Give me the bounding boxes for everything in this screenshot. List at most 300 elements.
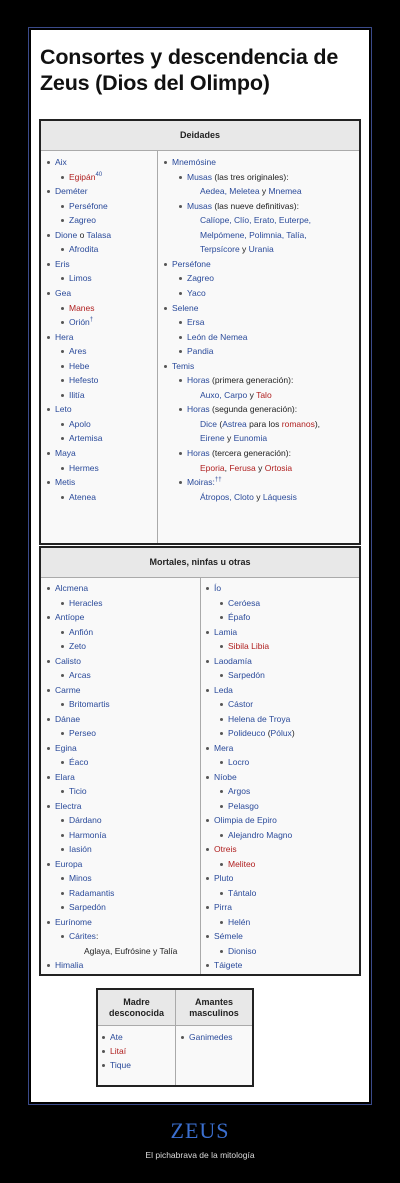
list-item	[187, 346, 213, 357]
item-link[interactable]: Ate	[110, 1032, 123, 1042]
bullet-icon	[61, 848, 64, 851]
list-item	[55, 960, 83, 971]
item-link[interactable]: Urania	[248, 244, 274, 255]
list-item	[69, 375, 98, 386]
item-link[interactable]: Zeto	[69, 641, 87, 651]
bullet-icon	[179, 452, 182, 455]
item-link[interactable]: Heracles	[69, 597, 103, 608]
bullet-icon	[102, 1064, 105, 1067]
bullet-icon	[179, 176, 182, 179]
item-link[interactable]: Horas	[187, 404, 210, 415]
bullet-icon	[220, 892, 223, 895]
bullet-icon	[220, 863, 223, 866]
list-item	[69, 201, 108, 212]
bullet-icon	[220, 645, 223, 648]
item-text: (	[265, 728, 271, 738]
list-item	[69, 815, 102, 826]
deidades-right-column	[158, 150, 358, 543]
bullet-icon	[206, 964, 209, 967]
item-link[interactable]: Zagreo	[69, 215, 96, 226]
bullet-icon	[47, 616, 50, 619]
item-link[interactable]: Hermes	[69, 462, 99, 473]
list-item	[69, 873, 92, 884]
list-item	[55, 801, 81, 812]
item-link[interactable]: Sarpedón	[69, 902, 106, 912]
list-item	[187, 317, 204, 328]
item-link[interactable]: Pirra	[214, 902, 232, 912]
mortales-right-column	[201, 577, 359, 974]
item-text: y	[224, 433, 234, 444]
bullet-icon	[61, 790, 64, 793]
item-link[interactable]: romanos	[281, 418, 315, 429]
list-item	[69, 598, 103, 609]
bullet-icon	[47, 805, 50, 808]
item-link[interactable]: Helena de Troya	[228, 713, 291, 724]
list-item	[200, 433, 267, 444]
item-link[interactable]: Ersa	[187, 317, 205, 328]
list-item	[228, 670, 265, 681]
item-text: y	[239, 244, 249, 255]
list-item	[69, 303, 95, 314]
poster-card	[31, 30, 369, 1102]
item-link[interactable]: Eurínome	[55, 916, 92, 927]
bullet-icon	[47, 292, 50, 295]
bullet-icon	[206, 877, 209, 880]
bullet-icon	[179, 205, 182, 208]
bullet-icon	[47, 964, 50, 967]
bullet-icon	[61, 307, 64, 310]
list-item	[69, 433, 103, 444]
item-link[interactable]: Polideuco	[228, 728, 266, 738]
item-link[interactable]: Sémele	[214, 931, 243, 941]
list-item	[187, 172, 289, 183]
bullet-icon	[220, 674, 223, 677]
bullet-icon	[61, 350, 64, 353]
item-link[interactable]: Carme	[55, 684, 81, 695]
bullet-icon	[47, 921, 50, 924]
bullet-icon	[206, 747, 209, 750]
item-link[interactable]: Elara	[55, 771, 75, 782]
list-item	[55, 859, 82, 870]
bullet-icon	[47, 336, 50, 339]
list-item	[69, 931, 98, 942]
item-link[interactable]: Pluto	[214, 873, 234, 883]
list-item	[187, 273, 214, 284]
list-item	[228, 830, 292, 841]
bullet-icon	[164, 307, 167, 310]
item-link[interactable]: Egipán	[69, 171, 96, 182]
bullet-icon	[206, 587, 209, 590]
bullet-icon	[47, 481, 50, 484]
item-link[interactable]: Eunomia	[233, 433, 268, 444]
item-link[interactable]: Yaco	[187, 287, 206, 298]
item-link[interactable]: Musas	[187, 200, 213, 211]
page-title: Consortes y descendencia de Zeus (Dios del Olimpo)	[40, 45, 339, 95]
bullet-icon	[61, 176, 64, 179]
item-link[interactable]: Ganimedes	[189, 1032, 233, 1042]
list-item	[69, 699, 110, 710]
list-item	[69, 215, 96, 226]
item-link[interactable]: Hefesto	[69, 375, 99, 386]
item-link[interactable]: Alejandro Magno	[228, 829, 293, 840]
bullet-icon	[61, 423, 64, 426]
list-item	[55, 743, 77, 754]
item-link[interactable]: Ortosia	[264, 462, 293, 473]
item-link[interactable]: Gea	[55, 287, 72, 298]
item-link[interactable]: Auxo, Carpo	[200, 389, 248, 400]
small-table-header-left: Madre desconocida	[98, 990, 175, 1026]
bullet-icon	[47, 234, 50, 237]
list-item	[55, 917, 92, 928]
item-link[interactable]: Aedea, Meletea	[200, 186, 260, 197]
item-link[interactable]: Orión	[69, 317, 90, 328]
list-item	[228, 801, 259, 812]
item-link[interactable]: Atenea	[69, 491, 96, 502]
item-text: (segunda generación):	[209, 404, 298, 415]
mortales-header: Mortales, ninfas u otras	[41, 548, 359, 578]
item-link[interactable]: Electra	[55, 800, 82, 811]
item-text: (las tres originales):	[212, 171, 289, 182]
item-link[interactable]: Ceróesa	[228, 597, 261, 608]
list-item	[69, 463, 99, 474]
item-link[interactable]: Iasión	[69, 844, 92, 854]
footnote-marker[interactable]: 40	[95, 171, 103, 178]
item-link[interactable]: Éaco	[69, 757, 89, 767]
item-link[interactable]: Olimpia de Epiro	[214, 815, 277, 825]
item-text: (tercera generación):	[209, 448, 291, 458]
bullet-icon	[61, 602, 64, 605]
bullet-icon	[206, 776, 209, 779]
footer-title: ZEUS	[170, 1118, 230, 1143]
list-item	[228, 612, 250, 623]
bullet-icon	[220, 703, 223, 706]
deidades-table	[39, 119, 361, 545]
item-link[interactable]: Cástor	[228, 699, 254, 709]
item-link[interactable]: Leda	[214, 684, 233, 695]
bullet-icon	[47, 747, 50, 750]
item-link[interactable]: Calíope, Clío, Erato, Euterpe,	[200, 215, 312, 226]
list-item	[110, 1060, 131, 1071]
item-link[interactable]: Alcmena	[55, 583, 89, 593]
list-item	[55, 656, 81, 667]
item-link[interactable]: Maya	[55, 448, 76, 458]
item-link[interactable]: Sibila Libia	[228, 641, 270, 651]
bullet-icon	[220, 718, 223, 721]
item-link[interactable]: Terpsícore	[200, 244, 240, 255]
list-item	[55, 772, 75, 783]
item-link[interactable]: Pandia	[187, 346, 214, 357]
bullet-icon	[220, 950, 223, 953]
list-item	[69, 244, 98, 255]
list-item	[200, 419, 320, 430]
list-item	[214, 685, 233, 696]
bullet-icon	[47, 161, 50, 164]
list-item	[69, 757, 88, 768]
item-link[interactable]: Eporia	[200, 462, 225, 473]
item-link[interactable]: Apolo	[69, 418, 91, 429]
list-item	[172, 361, 194, 372]
list-item	[200, 230, 307, 241]
list-item	[55, 157, 67, 168]
item-link[interactable]: Mera	[214, 742, 234, 753]
bullet-icon	[220, 761, 223, 764]
bullet-icon	[47, 190, 50, 193]
item-link[interactable]: Dione	[55, 229, 78, 240]
mortales-table	[39, 546, 361, 976]
bullet-icon	[61, 674, 64, 677]
item-link[interactable]: Tántalo	[228, 887, 257, 898]
bullet-icon	[61, 935, 64, 938]
list-item	[55, 288, 71, 299]
list-item	[69, 844, 92, 855]
small-left-column	[98, 1026, 175, 1085]
item-text: y	[259, 186, 269, 197]
item-link[interactable]: Artemisa	[69, 433, 103, 444]
item-link[interactable]: Europa	[55, 858, 83, 869]
item-link[interactable]: Melpómene, Polimnia, Talía,	[200, 229, 307, 240]
bullet-icon	[206, 935, 209, 938]
list-item	[69, 786, 87, 797]
item-text: y	[247, 389, 257, 400]
list-item	[228, 757, 249, 768]
list-item	[200, 215, 311, 226]
list-item	[69, 627, 93, 638]
item-link[interactable]: Dánae	[55, 713, 81, 724]
small-table-header-right: Amantes masculinos	[176, 990, 252, 1026]
item-link[interactable]: Pólux	[270, 728, 292, 738]
bullet-icon	[179, 292, 182, 295]
list-item	[187, 332, 248, 343]
bullet-icon	[61, 321, 64, 324]
bullet-icon	[61, 248, 64, 251]
item-link[interactable]: Litaí	[110, 1046, 127, 1056]
item-link[interactable]: Selene	[172, 302, 199, 313]
item-link[interactable]: Minos	[69, 873, 92, 883]
bullet-icon	[220, 834, 223, 837]
item-link[interactable]: Ilitía	[69, 389, 85, 400]
list-item	[228, 714, 290, 725]
bullet-icon	[61, 732, 64, 735]
item-link[interactable]: Britomartis	[69, 699, 110, 709]
bullet-icon	[206, 631, 209, 634]
list-item	[69, 830, 106, 841]
item-link[interactable]: Temis	[172, 360, 195, 371]
bullet-icon	[47, 452, 50, 455]
list-item	[55, 448, 76, 459]
item-link[interactable]: Musas	[187, 171, 213, 182]
item-link[interactable]: Locro	[228, 757, 250, 767]
item-link[interactable]: Harmonía	[69, 829, 107, 840]
list-item	[228, 917, 250, 928]
list-item	[69, 317, 93, 328]
bullet-icon	[220, 805, 223, 808]
item-link[interactable]: Dioniso	[228, 945, 257, 956]
item-link[interactable]: Perséfone	[69, 200, 108, 211]
item-text: ,	[224, 462, 230, 473]
item-link[interactable]: Horas	[187, 375, 210, 386]
bullet-icon	[61, 496, 64, 499]
list-item	[69, 641, 86, 652]
list-item	[228, 786, 250, 797]
item-link[interactable]: Épafo	[228, 612, 251, 622]
bullet-icon	[164, 365, 167, 368]
list-item	[187, 448, 291, 459]
item-text: )	[291, 728, 295, 738]
item-link[interactable]: Tique	[110, 1060, 131, 1070]
item-link[interactable]: Sarpedón	[228, 670, 265, 680]
item-link[interactable]: Arcas	[69, 670, 91, 680]
bullet-icon	[179, 481, 182, 484]
item-link[interactable]: Láquesis	[262, 491, 297, 502]
item-link[interactable]: Ferusa	[229, 462, 256, 473]
item-link[interactable]: Meliteo	[228, 858, 256, 869]
list-item	[200, 463, 292, 474]
item-link[interactable]: Eirene	[200, 433, 225, 444]
item-link[interactable]: Deméter	[55, 186, 88, 197]
bullet-icon	[47, 408, 50, 411]
bullet-icon	[47, 863, 50, 866]
item-link[interactable]: Metis	[55, 477, 76, 488]
item-link[interactable]: Dárdano	[69, 815, 102, 825]
item-link[interactable]: Dice	[200, 418, 218, 429]
item-text: (primera generación):	[209, 375, 294, 386]
list-item	[69, 670, 91, 681]
bullet-icon	[206, 848, 209, 851]
list-item	[200, 244, 274, 255]
list-item	[55, 404, 72, 415]
bullet-icon	[61, 379, 64, 382]
item-link[interactable]: Perséfone	[172, 258, 211, 269]
list-item	[55, 259, 70, 270]
item-link[interactable]: Afrodita	[69, 244, 99, 255]
item-link[interactable]: Hera	[55, 331, 74, 342]
bullet-icon	[164, 161, 167, 164]
item-text: (las nueve definitivas):	[212, 200, 299, 211]
item-link[interactable]: Eris	[55, 258, 70, 269]
item-link[interactable]: Anfión	[69, 626, 94, 637]
list-item	[214, 656, 252, 667]
item-link[interactable]: Pelasgo	[228, 800, 259, 811]
bullet-icon	[206, 660, 209, 663]
list-item	[228, 859, 255, 870]
list-item	[214, 931, 243, 942]
item-link[interactable]: Leto	[55, 404, 72, 415]
item-link[interactable]: Ío	[214, 583, 222, 593]
item-link[interactable]: Aix	[55, 157, 67, 167]
footer-subtitle: El pichabrava de la mitología	[145, 1150, 255, 1160]
list-item	[228, 598, 260, 609]
list-item	[172, 157, 216, 168]
list-item	[214, 873, 233, 884]
item-text: (	[217, 418, 223, 429]
item-link[interactable]: Ares	[69, 346, 87, 357]
bullet-icon	[47, 660, 50, 663]
bullet-icon	[61, 437, 64, 440]
list-item	[69, 172, 102, 183]
list-item	[214, 743, 233, 754]
item-link[interactable]: Otreis	[214, 844, 237, 854]
item-link[interactable]: Talasa	[86, 229, 112, 240]
list-item	[187, 477, 222, 488]
item-link[interactable]: Perseo	[69, 728, 96, 738]
list-item	[200, 492, 297, 503]
list-item	[187, 288, 206, 299]
item-link[interactable]: Táigete	[214, 960, 243, 970]
item-link[interactable]: Himalia	[55, 960, 84, 970]
bullet-icon	[206, 906, 209, 909]
item-link[interactable]: Horas	[187, 448, 210, 458]
bullet-icon	[179, 408, 182, 411]
item-link[interactable]: Níobe	[214, 771, 237, 782]
item-link[interactable]: Talo	[256, 389, 272, 400]
item-link[interactable]: Moiras:	[187, 477, 215, 488]
item-link[interactable]: Antíope	[55, 612, 85, 622]
item-link[interactable]: Egina	[55, 742, 77, 753]
bullet-icon	[220, 921, 223, 924]
list-item	[228, 699, 253, 710]
item-link[interactable]: León de Nemea	[187, 331, 248, 342]
item-link[interactable]: Átropos, Cloto	[200, 491, 254, 502]
bullet-icon	[179, 379, 182, 382]
deidades-left-column	[41, 150, 157, 543]
list-item	[200, 390, 272, 401]
list-item	[200, 186, 302, 197]
deidades-header: Deidades	[41, 121, 359, 151]
list-item	[187, 404, 297, 415]
list-item	[55, 230, 111, 241]
item-link[interactable]: Mnemea	[268, 186, 302, 197]
item-link[interactable]: Hebe	[69, 360, 90, 371]
bullet-icon	[61, 703, 64, 706]
item-link[interactable]: Ticio	[69, 786, 87, 796]
item-link[interactable]: Cárites	[69, 931, 96, 941]
bullet-icon	[61, 906, 64, 909]
list-item	[214, 583, 221, 594]
footnote-marker[interactable]: ††	[214, 477, 222, 484]
bullet-icon	[47, 689, 50, 692]
bullet-icon	[47, 587, 50, 590]
footnote-marker[interactable]: †	[89, 317, 94, 324]
list-item	[228, 728, 295, 739]
item-link[interactable]: Radamantis	[69, 887, 115, 898]
list-item	[228, 641, 269, 652]
item-link[interactable]: Astrea	[222, 418, 247, 429]
bullet-icon	[61, 819, 64, 822]
list-item	[55, 714, 80, 725]
item-link[interactable]: Calisto	[55, 655, 81, 666]
bullet-icon	[61, 761, 64, 764]
bullet-icon	[179, 321, 182, 324]
item-link[interactable]: Argos	[228, 786, 251, 796]
item-link: Talía	[159, 945, 178, 956]
item-link[interactable]: Limos	[69, 273, 92, 284]
item-link[interactable]: Mnemósine	[172, 157, 216, 167]
item-link[interactable]: Manes	[69, 302, 95, 313]
item-link[interactable]: Lamia	[214, 626, 238, 637]
small-right-column	[176, 1026, 252, 1085]
item-link[interactable]: Zagreo	[187, 273, 214, 284]
list-item	[189, 1032, 232, 1043]
list-item	[214, 902, 232, 913]
bullet-icon	[179, 336, 182, 339]
bullet-icon	[61, 877, 64, 880]
item-text: y	[253, 491, 263, 502]
item-link[interactable]: Helén	[228, 916, 251, 927]
item-link[interactable]: Laodamía	[214, 655, 252, 666]
list-item	[69, 361, 89, 372]
mortales-left-column	[41, 577, 200, 974]
list-item	[214, 772, 237, 783]
